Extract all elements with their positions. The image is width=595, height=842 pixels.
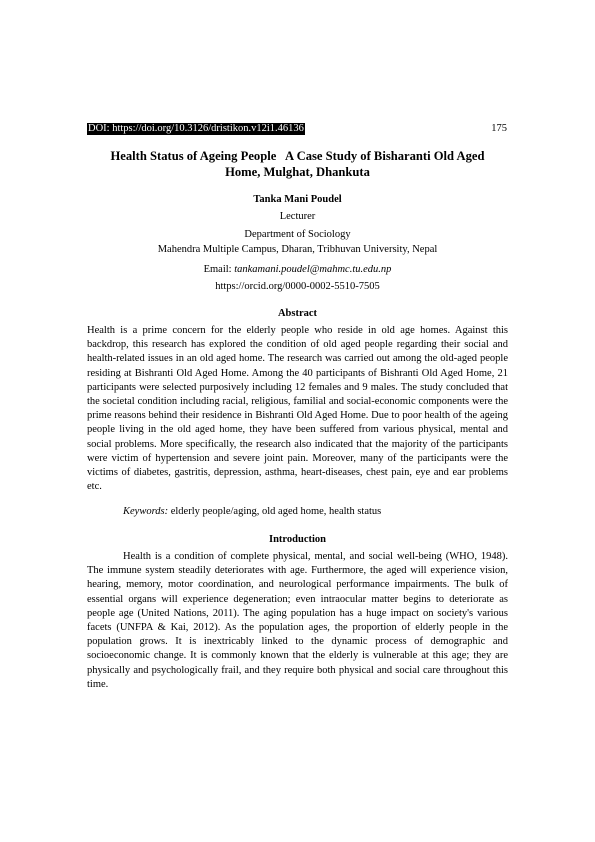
- author-position: Lecturer: [279, 211, 316, 222]
- email-label: Email:: [203, 264, 235, 275]
- abstract-text: Health is a prime concern for the elderly people who reside in old age homes. Against this backdrop, this research has explored the condition of old aged people regarding their social and health-related issues in an old aged home. The research was carried out among the old-aged people residing at Bishranti Old Aged Home. Among the 40 participants of Bishranti Old Aged Home, 21 participants were selected purposively including 12 females and 9 males. The study concluded that the societal condition including racial, religious, familial and social-economic components were the prime reasons behind their residence in Bishranti Old Aged Home. Due to poor health of the ageing people living in the old aged home, they have been suffered from various physical, mental and social problems. More specifically, the research also indicated that the majority of the participants were victim of hypertension and severe joint pain. Moreover, many of the participants were the victims of diabetes, gastritis, depression, asthma, heart-diseases, chest pain, eye and ear problems etc.: [87, 325, 508, 493]
- author-email-line: [87, 263, 508, 276]
- keywords-line: [123, 505, 381, 518]
- introduction-text: Health is a condition of complete physical, mental, and social well-being (WHO, 1948). The immune system steadily deteriorates with age. Furthermore, the aged will experience vision, hearing, memory, motor coordination, and neurological performance impairments. The bulk of essential organs will experience degeneration; even intraocular matter begins to deteriorate as people age (United Nations, 2011). The aging population has a huge impact on society's various facets (UNFPA & Kai, 2012). As the population ages, the proportion of elderly people in the population grows. It is inextricably linked to the dynamic process of demographic and socioeconomic change. It is commonly known that the elderly is vulnerable at this age; they are physically and psychologically frail, and they require both physical and social care throughout this time.: [87, 551, 508, 690]
- doi-banner[interactable]: DOI: https://doi.org/10.3126/dristikon.v12i1.46136: [88, 123, 304, 134]
- author-name: Tanka Mani Poudel: [253, 194, 342, 205]
- keywords-value: elderly people/aging, old aged home, health status: [168, 506, 382, 517]
- paper-title: [87, 148, 508, 180]
- page-number: 175: [491, 123, 507, 134]
- paper-title-line-1: Health Status of Ageing People A Case Study of Bisharanti Old Aged: [110, 149, 485, 163]
- keywords-label: Keywords:: [123, 506, 169, 517]
- author-institution: Mahendra Multiple Campus, Dharan, Tribhuvan University, Nepal: [157, 244, 438, 255]
- abstract-heading: Abstract: [277, 308, 318, 319]
- introduction-heading: Introduction: [269, 534, 326, 545]
- email-link[interactable]: tankamani.poudel@mahmc.tu.edu.np: [234, 264, 392, 275]
- author-department: Department of Sociology: [244, 229, 351, 240]
- paper-title-line-2: Home, Mulghat, Dhankuta: [225, 165, 370, 179]
- orcid-link[interactable]: https://orcid.org/0000-0002-5510-7505: [215, 281, 380, 292]
